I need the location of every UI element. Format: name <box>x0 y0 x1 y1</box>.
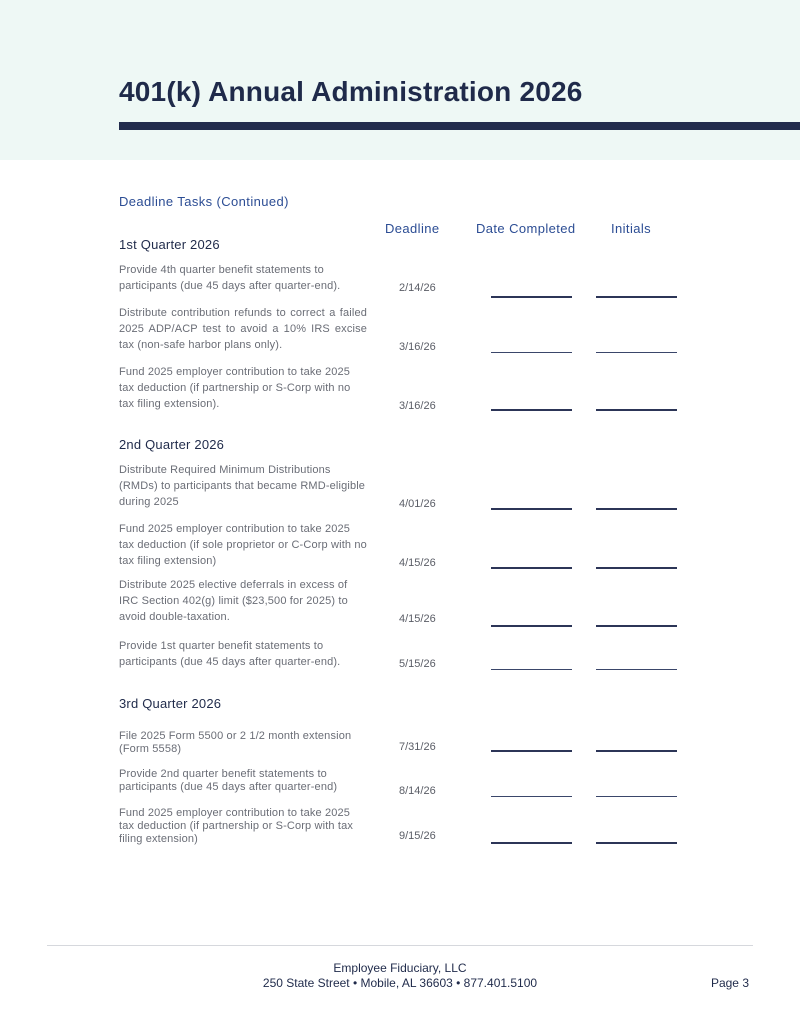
initials-line[interactable] <box>596 625 677 627</box>
task-description: File 2025 Form 5500 or 2 1/2 month extension (Form 5558) <box>119 730 352 755</box>
date-completed-line[interactable] <box>491 842 572 844</box>
task-description: Distribute contribution refunds to correct a failed 2025 ADP/ACP test to avoid a 10% IRS excise tax (non-safe harbor plans only). <box>119 307 367 351</box>
task-deadline: 4/15/26 <box>399 557 436 569</box>
column-header-date-completed: Date Completed <box>476 221 576 236</box>
task-description: Distribute 2025 elective deferrals in excess of IRC Section 402(g) limit ($23,500 for 2025) to avoid double-taxation. <box>119 579 348 623</box>
date-completed-line[interactable] <box>491 409 572 411</box>
task-description: Fund 2025 employer contribution to take 2025 tax deduction (if sole proprietor or C-Corp with no tax filing extension) <box>119 523 367 567</box>
page-title: 401(k) Annual Administration 2026 <box>119 76 583 107</box>
initials-line[interactable] <box>596 296 677 298</box>
quarter-heading: 2nd Quarter 2026 <box>119 437 225 452</box>
date-completed-line[interactable] <box>491 567 572 569</box>
task-description: Provide 4th quarter benefit statements to participants (due 45 days after quarter-end). <box>119 264 341 292</box>
task-deadline: 3/16/26 <box>399 341 436 353</box>
page-number: Page 3 <box>710 976 749 990</box>
initials-line[interactable] <box>596 750 677 752</box>
quarter-heading: 3rd Quarter 2026 <box>119 696 222 711</box>
date-completed-line[interactable] <box>491 508 572 510</box>
footer-company: Employee Fiduciary, LLC <box>333 961 467 975</box>
task-description: Provide 2nd quarter benefit statements to participants (due 45 days after quarter-end) <box>119 768 338 793</box>
task-deadline: 8/14/26 <box>399 785 436 797</box>
date-completed-line[interactable] <box>491 625 572 627</box>
date-completed-line[interactable] <box>491 296 572 298</box>
initials-line[interactable] <box>596 567 677 569</box>
initials-line[interactable] <box>596 796 677 797</box>
task-description: Fund 2025 employer contribution to take 2025 tax deduction (if partnership or S-Corp with tax filing extension) <box>119 807 354 845</box>
task-description: Provide 1st quarter benefit statements to participants (due 45 days after quarter-end). <box>119 640 341 668</box>
initials-line[interactable] <box>596 352 677 353</box>
footer-divider <box>47 945 753 946</box>
date-completed-line[interactable] <box>491 669 572 670</box>
initials-line[interactable] <box>596 409 677 411</box>
task-deadline: 3/16/26 <box>399 400 436 412</box>
date-completed-line[interactable] <box>491 796 572 797</box>
task-deadline: 9/15/26 <box>399 830 436 842</box>
initials-line[interactable] <box>596 508 677 510</box>
initials-line[interactable] <box>596 842 677 844</box>
task-deadline: 4/01/26 <box>399 498 436 510</box>
task-description: Distribute Required Minimum Distributions (RMDs) to participants that became RMD-eligible during 2025 <box>119 464 366 508</box>
section-heading: Deadline Tasks (Continued) <box>119 194 289 209</box>
initials-line[interactable] <box>596 669 677 670</box>
task-deadline: 4/15/26 <box>399 613 436 625</box>
column-header-initials: Initials <box>611 221 652 236</box>
date-completed-line[interactable] <box>491 352 572 353</box>
quarter-heading: 1st Quarter 2026 <box>119 237 220 252</box>
column-header-deadline: Deadline <box>385 221 440 236</box>
title-rule <box>119 122 800 130</box>
date-completed-line[interactable] <box>491 750 572 752</box>
task-description: Fund 2025 employer contribution to take 2025 tax deduction (if partnership or S-Corp with no tax filing extension). <box>119 366 351 410</box>
task-deadline: 2/14/26 <box>399 282 436 294</box>
task-deadline: 5/15/26 <box>399 658 436 670</box>
footer-address: 250 State Street • Mobile, AL 36603 • 877.401.5100 <box>262 976 538 990</box>
task-deadline: 7/31/26 <box>399 741 436 753</box>
